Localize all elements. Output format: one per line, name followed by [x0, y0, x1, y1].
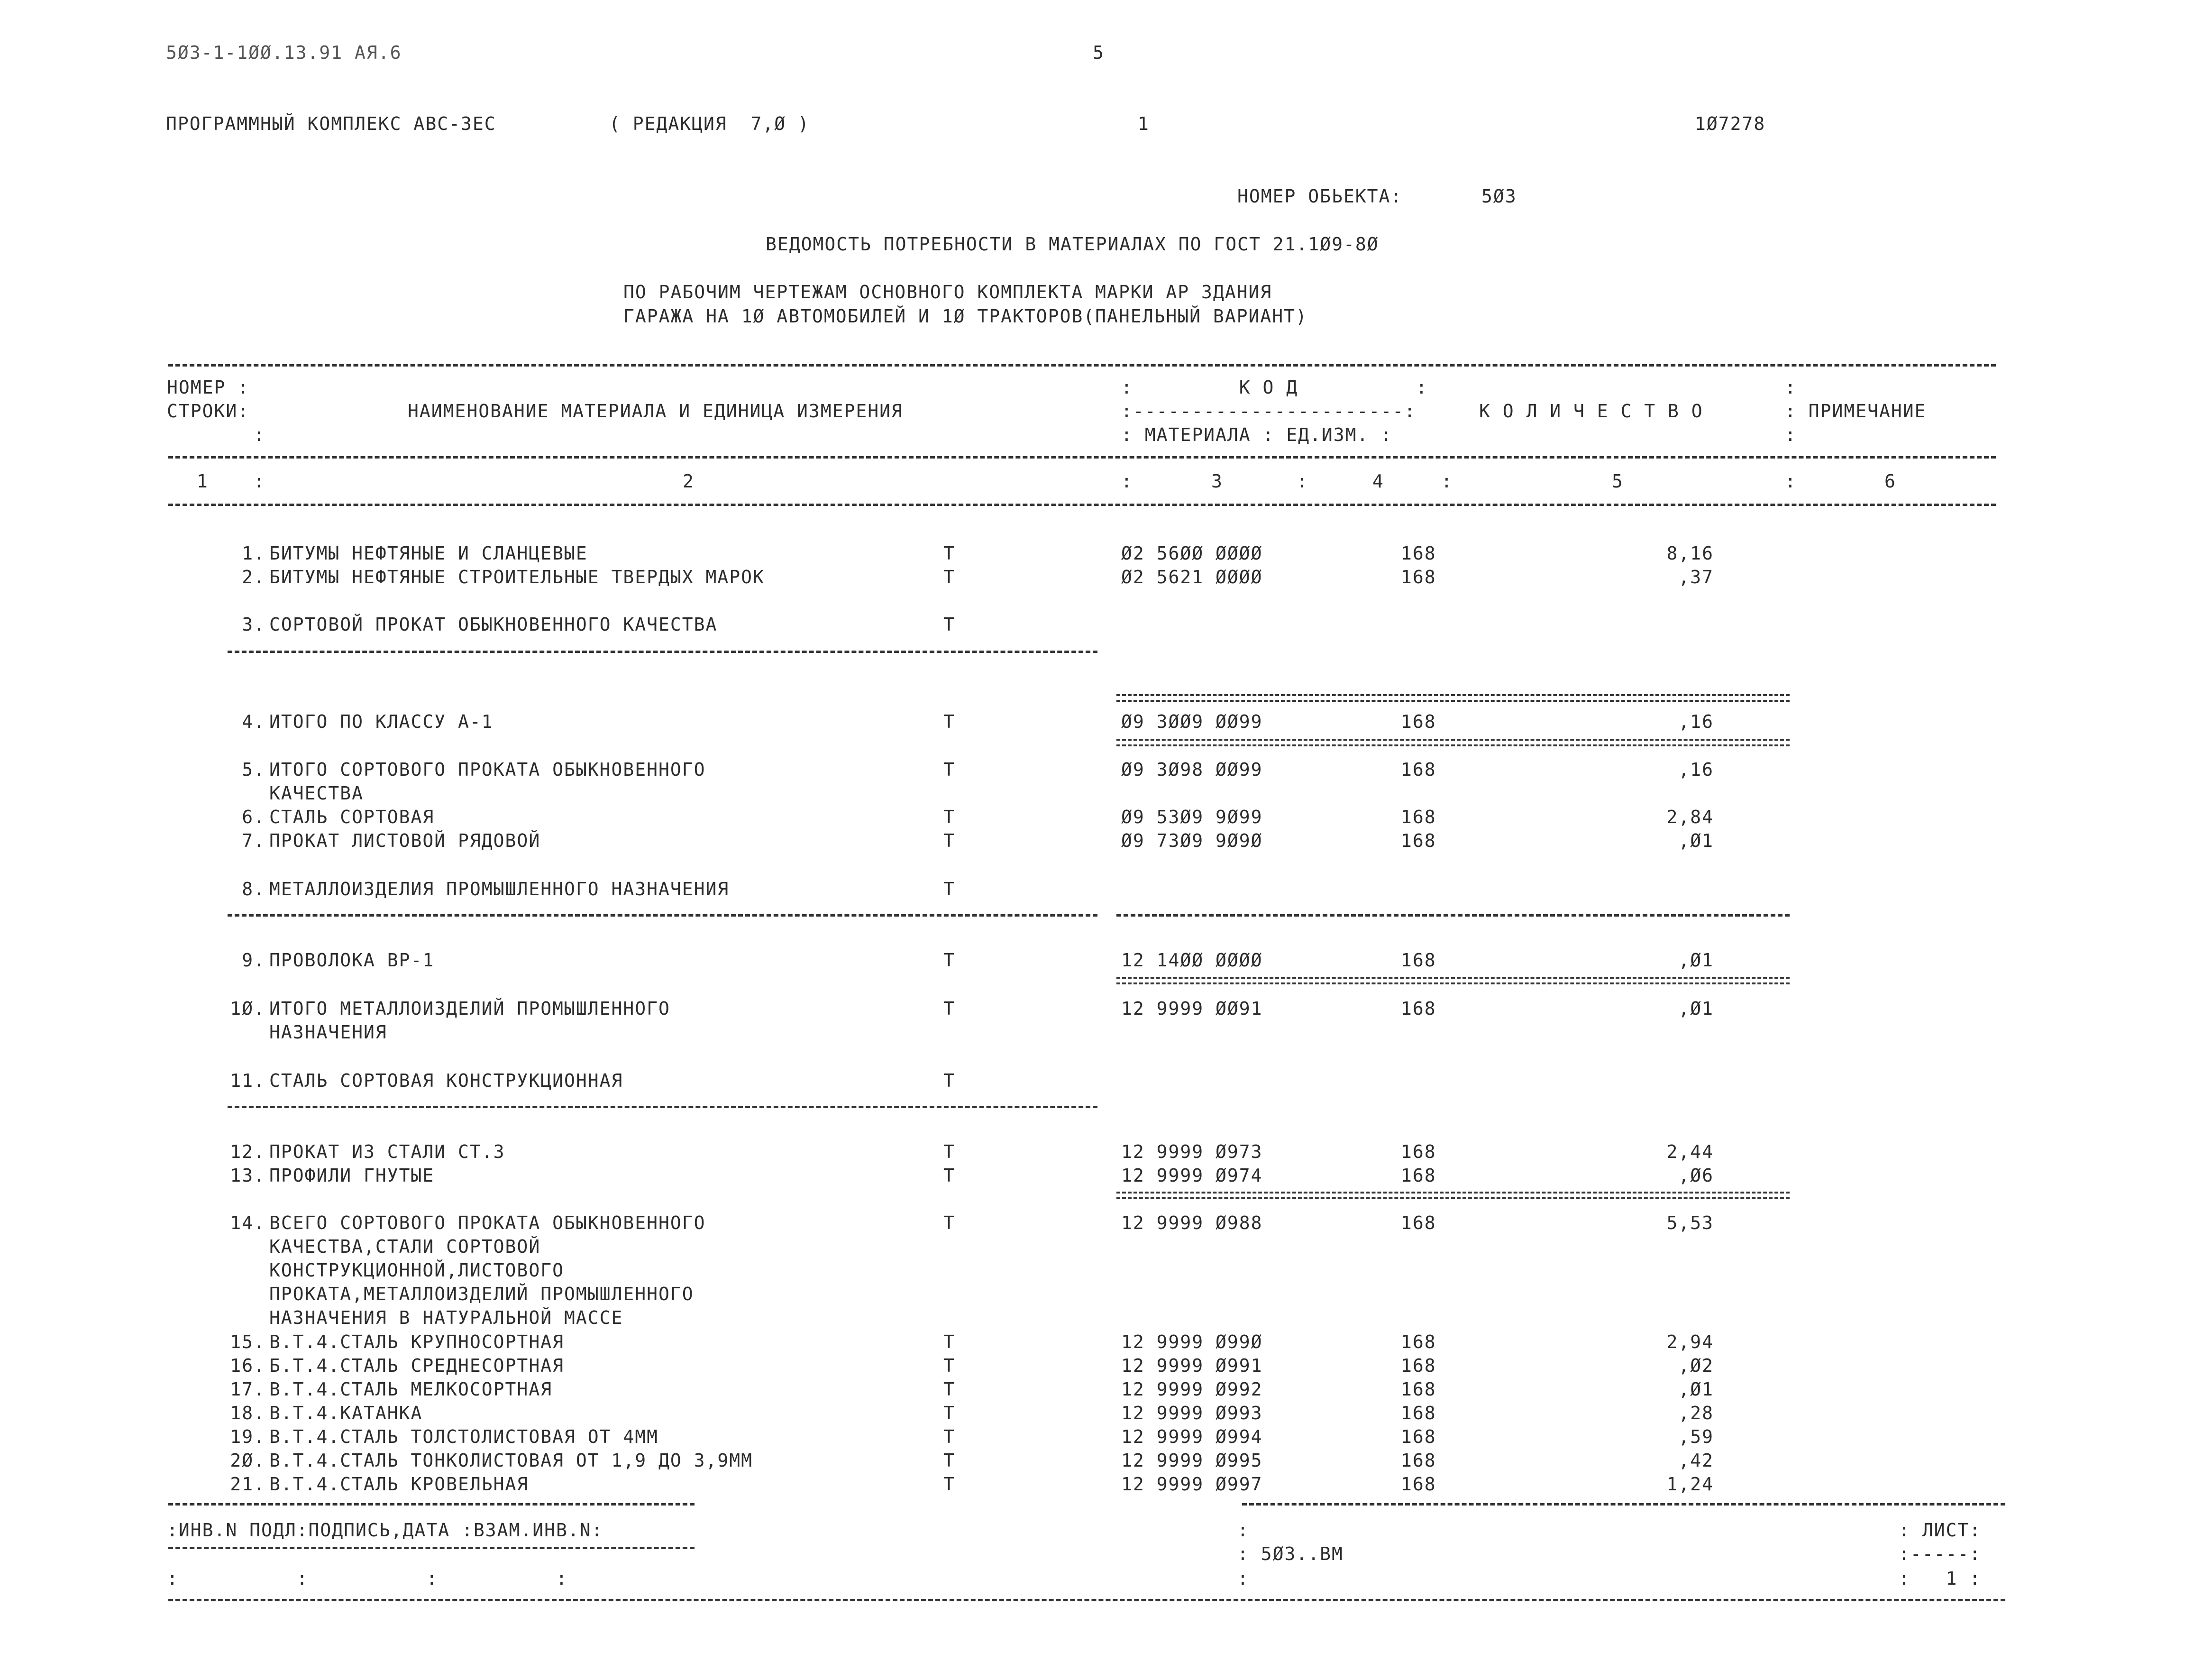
- row-unit: Т: [943, 950, 955, 971]
- job-number: 1Ø7278: [1695, 113, 1766, 134]
- row-quantity: 2,84: [1666, 807, 1714, 827]
- row-material-name: В.Т.4.СТАЛЬ МЕЛКОСОРТНАЯ: [269, 1379, 553, 1400]
- row-quantity: 5,53: [1666, 1212, 1714, 1233]
- row-material-name: БИТУМЫ НЕФТЯНЫЕ И СЛАНЦЕВЫЕ: [269, 543, 588, 564]
- row-unit: Т: [943, 614, 955, 635]
- row-uom-code: 168: [1401, 1355, 1436, 1376]
- column-header-quantity: К О Л И Ч Е С Т В О: [1479, 401, 1703, 422]
- row-material-name-cont: КОНСТРУКЦИОННОЙ,ЛИСТОВОГО: [269, 1260, 564, 1281]
- row-quantity: ,37: [1678, 567, 1714, 588]
- row-uom-code: 168: [1401, 1212, 1436, 1233]
- total-double-rule: [1116, 694, 1790, 702]
- row-uom-code: 168: [1401, 998, 1436, 1019]
- row-unit: Т: [943, 1070, 955, 1091]
- column-number-rule: [168, 504, 1996, 506]
- row-unit: Т: [943, 879, 955, 900]
- row-material-code: 12 9999 Ø997: [1121, 1474, 1263, 1495]
- row-material-name: ИТОГО МЕТАЛЛОИЗДЕЛИЙ ПРОМЫШЛЕННОГО: [269, 998, 670, 1019]
- row-number: 1Ø.: [230, 998, 265, 1019]
- column-header-code-sub: : МАТЕРИАЛА : ЕД.ИЗМ. :: [1121, 424, 1393, 445]
- column-number-colon-4: :: [1441, 471, 1453, 492]
- row-unit: Т: [943, 1379, 955, 1400]
- row-number: 17.: [230, 1379, 265, 1400]
- row-uom-code: 168: [1401, 807, 1436, 827]
- stamp-colon-bottom: :: [1237, 1568, 1249, 1589]
- header-rule: [168, 456, 1996, 459]
- row-material-name: СТАЛЬ СОРТОВАЯ: [269, 807, 435, 827]
- total-double-rule: [1116, 739, 1790, 746]
- row-number: 12.: [230, 1141, 265, 1162]
- row-material-name-cont: ПРОКАТА,МЕТАЛЛОИЗДЕЛИЙ ПРОМЫШЛЕННОГО: [269, 1284, 694, 1304]
- row-material-code: 12 9999 Ø973: [1121, 1141, 1263, 1162]
- object-number: 5Ø3: [1481, 186, 1517, 207]
- row-uom-code: 168: [1401, 543, 1436, 564]
- row-uom-code: 168: [1401, 830, 1436, 851]
- row-number: 11.: [230, 1070, 265, 1091]
- column-header-code-divider: :-----------------------:: [1121, 401, 1416, 422]
- row-quantity: ,28: [1678, 1403, 1714, 1423]
- row-material-name: ПРОКАТ ИЗ СТАЛИ СТ.3: [269, 1141, 505, 1162]
- row-material-code: 12 14ØØ ØØØØ: [1121, 950, 1263, 971]
- row-material-name: ИТОГО ПО КЛАССУ А-1: [269, 711, 494, 732]
- row-number: 8.: [242, 879, 265, 900]
- group-rule: [228, 1106, 1097, 1108]
- row-quantity: ,Ø2: [1678, 1355, 1714, 1376]
- column-header-row-number-1: НОМЕР :: [167, 377, 250, 398]
- row-material-name: СТАЛЬ СОРТОВАЯ КОНСТРУКЦИОННАЯ: [269, 1070, 623, 1091]
- column-number-2: 2: [683, 471, 695, 492]
- row-material-code: 12 9999 Ø988: [1121, 1212, 1263, 1233]
- row-quantity: 1,24: [1666, 1474, 1714, 1495]
- row-number: 21.: [230, 1474, 265, 1495]
- program-name: ПРОГРАММНЫЙ КОМПЛЕКС АВС-3ЕС: [166, 113, 496, 134]
- column-number-colon-3: :: [1297, 471, 1308, 492]
- column-header-row-number-2: СТРОКИ:: [167, 401, 250, 422]
- row-number: 3.: [242, 614, 265, 635]
- row-material-code: 12 9999 Ø991: [1121, 1355, 1263, 1376]
- row-unit: Т: [943, 830, 955, 851]
- document-subtitle-2: ГАРАЖА НА 1Ø АВТОМОБИЛЕЙ И 1Ø ТРАКТОРОВ(ПАНЕЛЬНЫЙ ВАРИАНТ): [623, 306, 1307, 327]
- row-number: 7.: [242, 830, 265, 851]
- row-number: 13.: [230, 1165, 265, 1186]
- row-unit: Т: [943, 711, 955, 732]
- row-unit: Т: [943, 567, 955, 588]
- row-quantity: ,Ø1: [1678, 998, 1714, 1019]
- stamp-top-rule: [168, 1503, 695, 1506]
- total-double-rule: [1116, 977, 1790, 984]
- row-uom-code: 168: [1401, 759, 1436, 780]
- column-number-4: 4: [1372, 471, 1384, 492]
- row-material-code: Ø2 56ØØ ØØØØ: [1121, 543, 1263, 564]
- row-uom-code: 168: [1401, 1403, 1436, 1423]
- group-rule: [228, 651, 1097, 653]
- row-number: 9.: [242, 950, 265, 971]
- row-material-code: Ø2 5621 ØØØØ: [1121, 567, 1263, 588]
- column-number-3: 3: [1211, 471, 1223, 492]
- row-number: 14.: [230, 1212, 265, 1233]
- row-material-name-cont: НАЗНАЧЕНИЯ В НАТУРАЛЬНОЙ МАССЕ: [269, 1307, 623, 1328]
- row-unit: Т: [943, 1450, 955, 1471]
- row-quantity: ,Ø6: [1678, 1165, 1714, 1186]
- row-quantity: ,Ø1: [1678, 1379, 1714, 1400]
- row-quantity: ,59: [1678, 1426, 1714, 1447]
- document-title: ВЕДОМОСТЬ ПОТРЕБНОСТИ В МАТЕРИАЛАХ ПО ГОСТ 21.1Ø9-8Ø: [766, 234, 1379, 255]
- group-rule: [228, 914, 1097, 917]
- row-number: 19.: [230, 1426, 265, 1447]
- row-unit: Т: [943, 1165, 955, 1186]
- row-number: 4.: [242, 711, 265, 732]
- row-quantity: ,42: [1678, 1450, 1714, 1471]
- page-bottom-rule: [168, 1599, 2005, 1601]
- row-material-name: В.Т.4.КАТАНКА: [269, 1403, 423, 1423]
- total-double-rule: [1116, 1192, 1790, 1199]
- page-number-top: 5: [1093, 42, 1105, 63]
- row-number: 1.: [242, 543, 265, 564]
- row-number: 16.: [230, 1355, 265, 1376]
- row-material-code: 12 9999 Ø992: [1121, 1379, 1263, 1400]
- row-quantity: ,16: [1678, 759, 1714, 780]
- row-unit: Т: [943, 1426, 955, 1447]
- row-uom-code: 168: [1401, 950, 1436, 971]
- row-material-name: МЕТАЛЛОИЗДЕЛИЯ ПРОМЫШЛЕННОГО НАЗНАЧЕНИЯ: [269, 879, 730, 900]
- row-number: 6.: [242, 807, 265, 827]
- row-quantity: ,Ø1: [1678, 830, 1714, 851]
- row-material-code: 12 9999 Ø995: [1121, 1450, 1263, 1471]
- stamp-mid-rule: [168, 1547, 695, 1549]
- column-header-code: : К О Д :: [1121, 377, 1428, 398]
- row-material-code: 12 9999 Ø994: [1121, 1426, 1263, 1447]
- row-material-name: В.Т.4.СТАЛЬ ТОНКОЛИСТОВАЯ ОТ 1,9 ДО 3,9ММ: [269, 1450, 753, 1471]
- row-unit: Т: [943, 543, 955, 564]
- document-mark: : 5Ø3..ВМ: [1237, 1543, 1344, 1564]
- row-number: 18.: [230, 1403, 265, 1423]
- row-unit: Т: [943, 1403, 955, 1423]
- row-material-name: Б.Т.4.СТАЛЬ СРЕДНЕСОРТНАЯ: [269, 1355, 564, 1376]
- row-material-name: ПРОВОЛОКА ВР-1: [269, 950, 435, 971]
- column-number-1: 1: [197, 471, 209, 492]
- row-number: 2Ø.: [230, 1450, 265, 1471]
- object-number-label: НОМЕР ОБЬЕКТА:: [1237, 186, 1403, 207]
- row-material-code: 12 9999 Ø974: [1121, 1165, 1263, 1186]
- row-quantity: ,16: [1678, 711, 1714, 732]
- row-material-name: В.Т.4.СТАЛЬ ТОЛСТОЛИСТОВАЯ ОТ 4ММ: [269, 1426, 658, 1447]
- document-subtitle-1: ПО РАБОЧИМ ЧЕРТЕЖАМ ОСНОВНОГО КОМПЛЕКТА МАРКИ АР ЗДАНИЯ: [623, 282, 1272, 303]
- row-material-name: ВСЕГО СОРТОВОГО ПРОКАТА ОБЫКНОВЕННОГО: [269, 1212, 706, 1233]
- row-uom-code: 168: [1401, 1450, 1436, 1471]
- row-uom-code: 168: [1401, 1141, 1436, 1162]
- row-uom-code: 168: [1401, 1331, 1436, 1352]
- row-unit: Т: [943, 1212, 955, 1233]
- row-number: 5.: [242, 759, 265, 780]
- column-header-note: : ПРИМЕЧАНИЕ: [1785, 401, 1927, 422]
- row-unit: Т: [943, 1141, 955, 1162]
- row-material-code: Ø9 3Ø98 ØØ99: [1121, 759, 1263, 780]
- row-material-name: ИТОГО СОРТОВОГО ПРОКАТА ОБЫКНОВЕННОГО: [269, 759, 706, 780]
- row-uom-code: 168: [1401, 1426, 1436, 1447]
- row-uom-code: 168: [1401, 1474, 1436, 1495]
- stamp-top-rule-right: [1242, 1503, 2005, 1506]
- group-rule: [1116, 914, 1790, 917]
- row-uom-code: 168: [1401, 711, 1436, 732]
- row-material-name: В.Т.4.СТАЛЬ КРУПНОСОРТНАЯ: [269, 1331, 564, 1352]
- column-header-material-name: НАИМЕНОВАНИЕ МАТЕРИАЛА И ЕДИНИЦА ИЗМЕРЕНИЯ: [408, 401, 903, 422]
- column-number-5: 5: [1612, 471, 1624, 492]
- row-material-name-cont: КАЧЕСТВА: [269, 783, 364, 804]
- column-header-note-colon-bottom: :: [1785, 424, 1797, 445]
- sheet-number: : 1 :: [1899, 1568, 1982, 1589]
- document-code: 5Ø3-1-1ØØ.13.91 АЯ.6: [166, 42, 402, 63]
- row-material-name: ПРОФИЛИ ГНУТЫЕ: [269, 1165, 435, 1186]
- stamp-header: :ИНВ.N ПОДЛ:ПОДПИСЬ,ДАТА :ВЗАМ.ИНВ.N:: [167, 1520, 603, 1541]
- column-header-note-colon-top: :: [1785, 377, 1797, 398]
- row-quantity: ,Ø1: [1678, 950, 1714, 971]
- sheet-separator: :-----:: [1899, 1543, 1982, 1564]
- row-material-name-cont: КАЧЕСТВА,СТАЛИ СОРТОВОЙ: [269, 1236, 541, 1257]
- sheet-label: : ЛИСТ:: [1899, 1520, 1982, 1541]
- column-number-colon-5: :: [1785, 471, 1797, 492]
- row-uom-code: 168: [1401, 567, 1436, 588]
- row-material-code: 12 9999 Ø993: [1121, 1403, 1263, 1423]
- page-number: 1: [1138, 113, 1150, 134]
- row-material-name: В.Т.4.СТАЛЬ КРОВЕЛЬНАЯ: [269, 1474, 529, 1495]
- row-material-name: СОРТОВОЙ ПРОКАТ ОБЫКНОВЕННОГО КАЧЕСТВА: [269, 614, 718, 635]
- row-material-name: БИТУМЫ НЕФТЯНЫЕ СТРОИТЕЛЬНЫЕ ТВЕРДЫХ МАРОК: [269, 567, 765, 588]
- row-uom-code: 168: [1401, 1165, 1436, 1186]
- row-unit: Т: [943, 1331, 955, 1352]
- row-material-name-cont: НАЗНАЧЕНИЯ: [269, 1022, 387, 1043]
- program-edition: ( РЕДАКЦИЯ 7,Ø ): [609, 113, 810, 134]
- row-material-code: Ø9 53Ø9 9Ø99: [1121, 807, 1263, 827]
- row-material-code: Ø9 3ØØ9 ØØ99: [1121, 711, 1263, 732]
- column-number-colon-1: :: [254, 471, 265, 492]
- row-quantity: 8,16: [1666, 543, 1714, 564]
- row-material-code: 12 9999 ØØ91: [1121, 998, 1263, 1019]
- row-quantity: 2,44: [1666, 1141, 1714, 1162]
- column-number-colon-2: :: [1121, 471, 1133, 492]
- row-unit: Т: [943, 1474, 955, 1495]
- row-material-name: ПРОКАТ ЛИСТОВОЙ РЯДОВОЙ: [269, 830, 541, 851]
- row-number: 15.: [230, 1331, 265, 1352]
- row-quantity: 2,94: [1666, 1331, 1714, 1352]
- row-unit: Т: [943, 998, 955, 1019]
- row-number: 2.: [242, 567, 265, 588]
- stamp-cells: : : : :: [167, 1568, 568, 1589]
- row-material-code: Ø9 73Ø9 9Ø9Ø: [1121, 830, 1263, 851]
- column-header-row-number-3: :: [254, 424, 265, 445]
- row-material-code: 12 9999 Ø99Ø: [1121, 1331, 1263, 1352]
- column-number-6: 6: [1884, 471, 1896, 492]
- table-top-rule: [168, 364, 1996, 367]
- row-unit: Т: [943, 807, 955, 827]
- row-unit: Т: [943, 1355, 955, 1376]
- stamp-colon-top: :: [1237, 1520, 1249, 1541]
- row-uom-code: 168: [1401, 1379, 1436, 1400]
- row-unit: Т: [943, 759, 955, 780]
